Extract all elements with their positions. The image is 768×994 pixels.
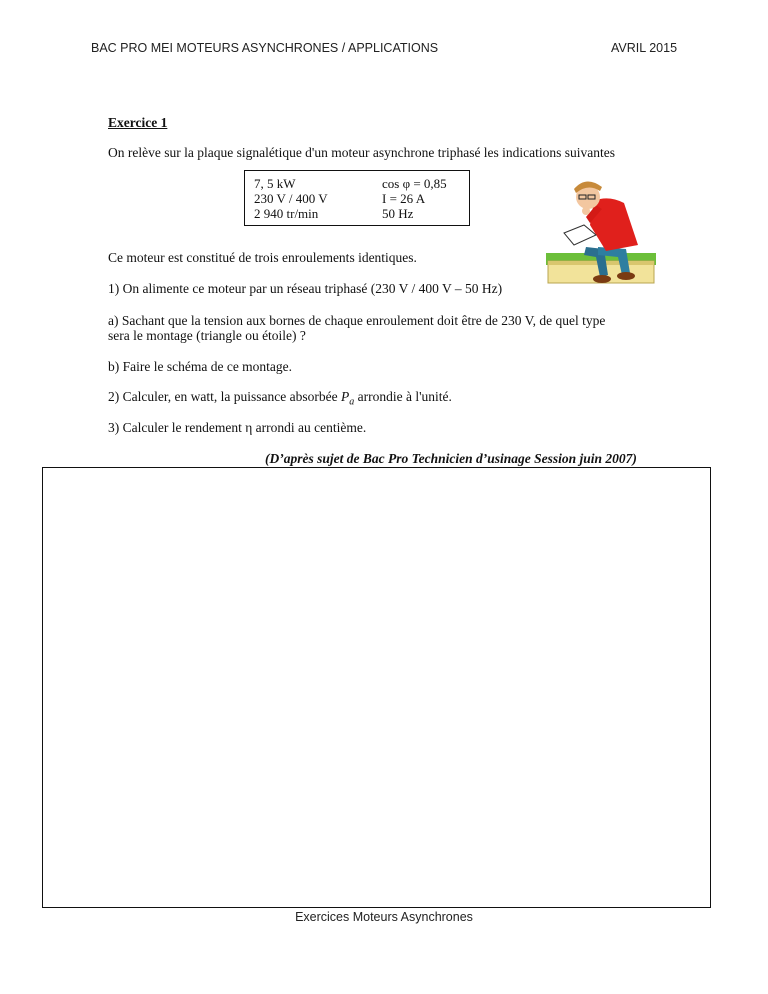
question-2-symbol: P	[341, 389, 350, 404]
plate-speed: 2 940 tr/min	[254, 206, 319, 221]
question-1b: b) Faire le schéma de ce montage.	[108, 359, 293, 374]
question-3: 3) Calculer le rendement η arrondi au centième.	[108, 420, 367, 435]
question-2	[108, 389, 452, 411]
exercise-intro: On relève sur la plaque signalétique d'un moteur asynchrone triphasé les indications suivantes	[108, 145, 616, 160]
plate-voltage: 230 V / 400 V	[254, 191, 328, 206]
reading-man-illustration	[546, 165, 656, 290]
footer-text: Exercices Moteurs Asynchrones	[295, 910, 473, 924]
exercise-title: Exercice 1	[108, 115, 168, 130]
source-citation: (D’après sujet de Bac Pro Technicien d’usinage Session juin 2007)	[265, 451, 637, 466]
question-2-before: 2) Calculer, en watt, la puissance absorbée	[108, 389, 341, 404]
header-date: AVRIL 2015	[611, 41, 678, 55]
question-1a-line1: a) Sachant que la tension aux bornes de chaque enroulement doit être de 230 V, de quel type	[108, 313, 606, 328]
question-1: 1) On alimente ce moteur par un réseau triphasé (230 V / 400 V – 50 Hz)	[108, 281, 503, 296]
question-1a-line2: sera le montage (triangle ou étoile) ?	[108, 328, 306, 343]
plate-cosphi: cos φ = 0,85	[382, 176, 447, 191]
statement: Ce moteur est constitué de trois enroulements identiques.	[108, 250, 417, 265]
plate-frequency: 50 Hz	[382, 206, 414, 221]
question-2-sub: a	[349, 396, 355, 408]
plate-current: I = 26 A	[382, 191, 426, 206]
plate-power: 7, 5 kW	[254, 176, 296, 191]
nameplate-box	[244, 170, 470, 226]
answer-area[interactable]	[42, 467, 711, 908]
header-title: BAC PRO MEI MOTEURS ASYNCHRONES / APPLICATIONS	[91, 41, 439, 55]
question-2-after: arrondie à l'unité.	[354, 389, 452, 404]
